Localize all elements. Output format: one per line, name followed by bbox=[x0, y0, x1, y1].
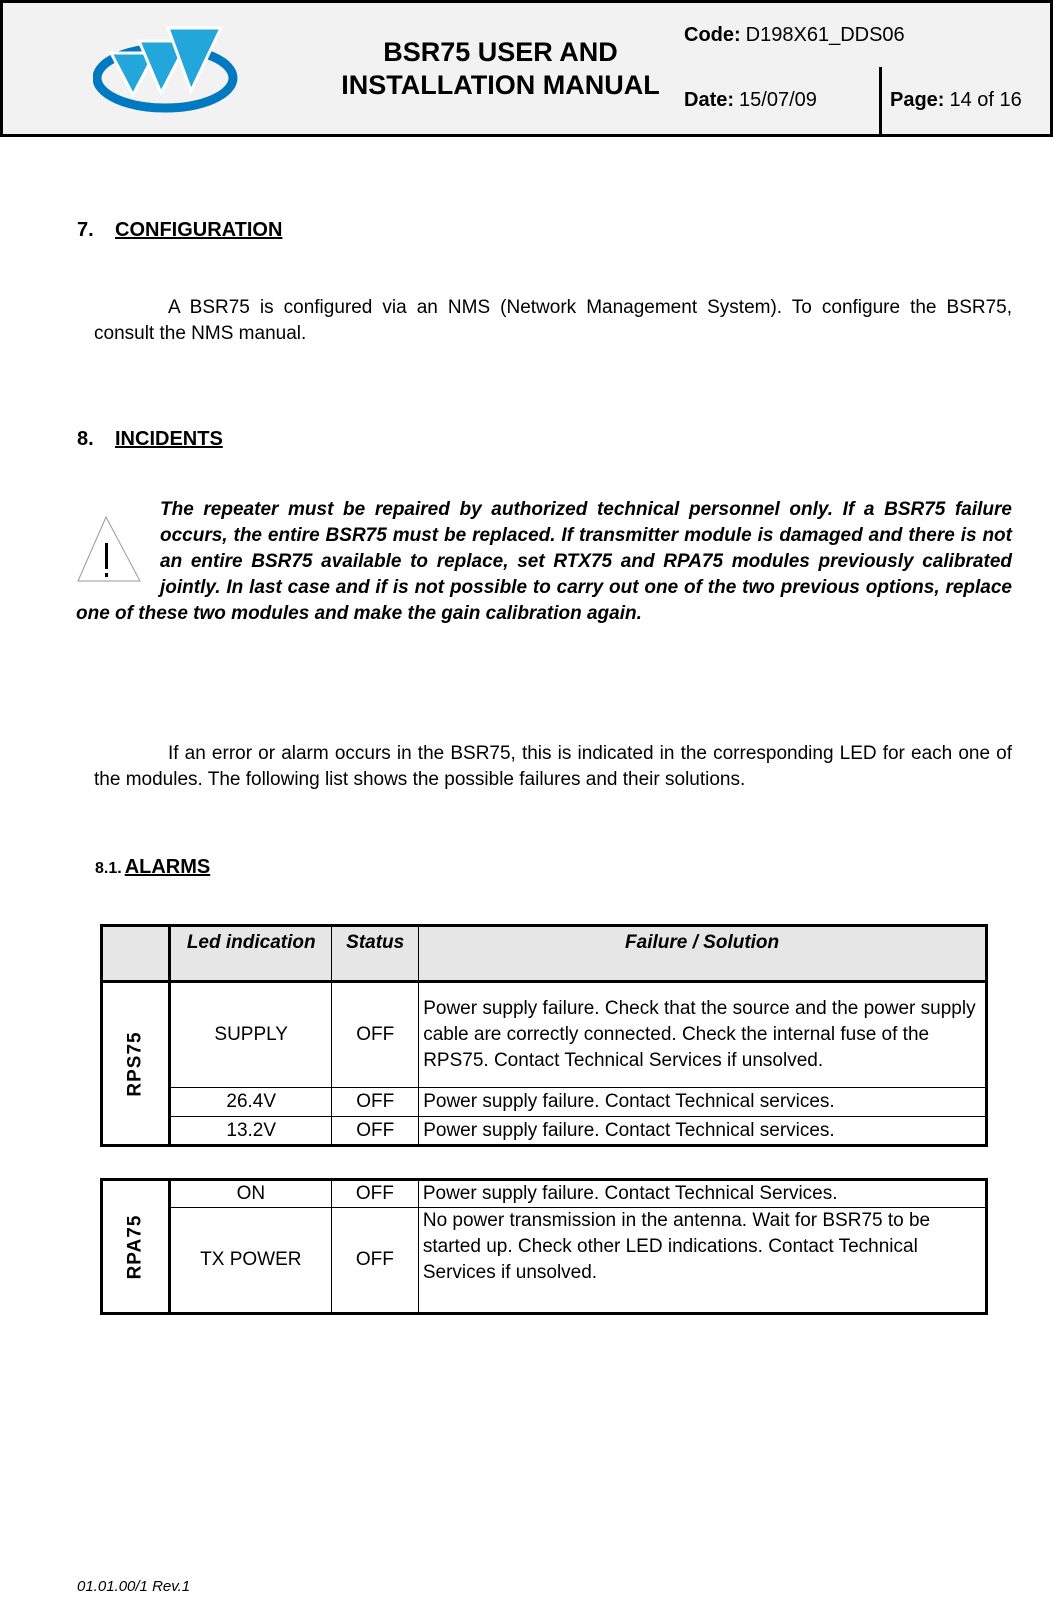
company-logo-icon bbox=[93, 23, 243, 113]
table-row bbox=[102, 1208, 987, 1314]
section-number: 8. bbox=[77, 428, 94, 450]
table-row bbox=[102, 982, 987, 1088]
module-label: RPS75 bbox=[124, 1030, 146, 1097]
document-title: BSR75 USER AND INSTALLATION MANUAL bbox=[327, 0, 677, 137]
table-row bbox=[102, 1088, 987, 1117]
warning-triangle-icon bbox=[76, 503, 160, 583]
header-cell-solution: Failure / Solution bbox=[419, 926, 987, 982]
module-cell bbox=[102, 982, 170, 1146]
status-cell: OFF bbox=[332, 1117, 419, 1146]
page-value: 14 of 16 bbox=[949, 89, 1022, 111]
date-label: Date: bbox=[684, 89, 735, 111]
status-cell: OFF bbox=[332, 982, 419, 1088]
header-cell-led: Led indication bbox=[170, 926, 332, 982]
status-cell: OFF bbox=[331, 1208, 418, 1314]
document-header bbox=[0, 0, 1053, 137]
alarms-table-rps75 bbox=[100, 924, 988, 1147]
alarms-table-rpa75 bbox=[100, 1178, 988, 1315]
document-code bbox=[674, 0, 1053, 70]
header-cell-status: Status bbox=[332, 926, 419, 982]
table-row bbox=[102, 1117, 987, 1146]
warning-text: The repeater must be repaired by authorized technical personnel only. If a BSR75 failure occurs, the entire BSR75 must be replaced. If transmitter module is damaged and there is not an entire BSR75 available to replace, set RTX75 and RPA75 modules previously calibrated jointly. In last case and if is not possible to carry out one of the two previous options, replace one of these two modules and make the gain calibration again. bbox=[76, 499, 1012, 624]
table-row bbox=[102, 1180, 987, 1208]
section-title: INCIDENTS bbox=[115, 428, 223, 450]
paragraph-text: If an error or alarm occurs in the BSR75, this is indicated in the corresponding LED for each one of the modules. The following list shows the possible failures and their solutions. bbox=[94, 743, 1012, 790]
logo-cell bbox=[0, 0, 330, 137]
led-cell: 13.2V bbox=[170, 1117, 332, 1146]
module-label: RPA75 bbox=[124, 1214, 146, 1279]
page-label: Page: bbox=[890, 89, 945, 111]
date-value: 15/07/09 bbox=[739, 89, 817, 111]
led-cell: ON bbox=[169, 1180, 331, 1208]
warning-block bbox=[76, 497, 1012, 627]
led-cell: TX POWER bbox=[169, 1208, 331, 1314]
solution-cell: Power supply failure. Contact Technical Services. bbox=[418, 1180, 986, 1208]
module-cell bbox=[102, 1180, 170, 1314]
led-cell: 26.4V bbox=[170, 1088, 332, 1117]
section-7-paragraph bbox=[94, 295, 1012, 347]
section-title: ALARMS bbox=[124, 856, 211, 878]
document-date bbox=[674, 67, 882, 137]
section-8-heading bbox=[77, 428, 223, 451]
section-title: CONFIGURATION bbox=[115, 219, 283, 241]
status-cell: OFF bbox=[331, 1180, 418, 1208]
code-label: Code: bbox=[684, 23, 741, 46]
solution-cell: Power supply failure. Contact Technical services. bbox=[419, 1088, 987, 1117]
paragraph-text: A BSR75 is configured via an NMS (Network Management System). To configure the BSR75, consult the NMS manual. bbox=[94, 297, 1012, 344]
code-value: D198X61_DDS06 bbox=[745, 23, 905, 46]
solution-cell: Power supply failure. Contact Technical services. bbox=[419, 1117, 987, 1146]
solution-cell: Power supply failure. Check that the source and the power supply cable are correctly connected. Check the internal fuse of the RPS75. Contact Technical Services if unsolved. bbox=[419, 982, 987, 1088]
section-8-paragraph bbox=[94, 741, 1012, 793]
document-page bbox=[879, 67, 1053, 137]
status-cell: OFF bbox=[332, 1088, 419, 1117]
table-header-row bbox=[102, 926, 987, 982]
footer-revision: 01.01.00/1 Rev.1 bbox=[77, 1578, 191, 1595]
section-8-1-heading bbox=[95, 856, 210, 879]
solution-cell: No power transmission in the antenna. Wait for BSR75 to be started up. Check other LED indications. Contact Technical Services if unsolved. bbox=[418, 1208, 986, 1314]
section-7-heading bbox=[77, 219, 282, 242]
section-number: 8.1. bbox=[95, 860, 122, 877]
led-cell: SUPPLY bbox=[170, 982, 332, 1088]
section-number: 7. bbox=[77, 219, 94, 241]
header-cell-module bbox=[102, 926, 170, 982]
